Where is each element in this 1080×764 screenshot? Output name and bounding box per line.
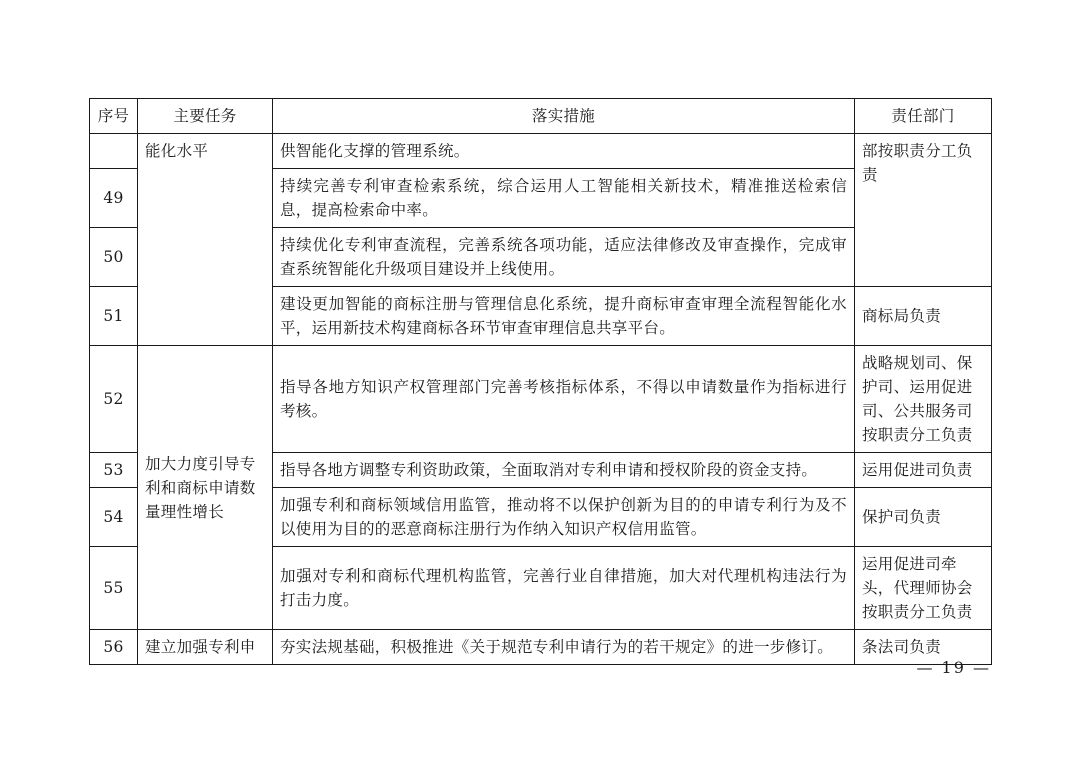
row-sequence: 49 bbox=[90, 169, 138, 228]
row-sequence: 55 bbox=[90, 547, 138, 630]
row-sequence: 54 bbox=[90, 488, 138, 547]
implementation-measures-table bbox=[89, 98, 992, 665]
row-measure: 建设更加智能的商标注册与管理信息化系统，提升商标审查审理全流程智能化水平，运用新技术构建商标各环节审查审理信息共享平台。 bbox=[273, 287, 855, 346]
row-task: 能化水平 bbox=[138, 134, 273, 346]
row-sequence: 52 bbox=[90, 346, 138, 453]
row-sequence: 56 bbox=[90, 630, 138, 665]
row-department: 保护司负责 bbox=[855, 488, 992, 547]
table-header-row bbox=[90, 99, 992, 134]
row-department: 商标局负责 bbox=[855, 287, 992, 346]
row-measure: 持续优化专利审查流程，完善系统各项功能，适应法律修改及审查操作，完成审查系统智能化升级项目建设并上线使用。 bbox=[273, 228, 855, 287]
table-row bbox=[90, 134, 992, 169]
row-department: 运用促进司负责 bbox=[855, 453, 992, 488]
row-measure: 持续完善专利审查检索系统，综合运用人工智能相关新技术，精准推送检索信息，提高检索命中率。 bbox=[273, 169, 855, 228]
column-header-sequence: 序号 bbox=[90, 99, 138, 134]
table-header bbox=[90, 99, 992, 134]
row-sequence bbox=[90, 134, 138, 169]
column-header-department: 责任部门 bbox=[855, 99, 992, 134]
row-department: 条法司负责 bbox=[855, 630, 992, 665]
row-sequence: 53 bbox=[90, 453, 138, 488]
table-row bbox=[90, 346, 992, 453]
row-measure: 夯实法规基础，积极推进《关于规范专利申请行为的若干规定》的进一步修订。 bbox=[273, 630, 855, 665]
row-sequence: 51 bbox=[90, 287, 138, 346]
column-header-task: 主要任务 bbox=[138, 99, 273, 134]
row-measure: 加强专利和商标领域信用监管，推动将不以保护创新为目的的申请专利行为及不以使用为目的的恶意商标注册行为作纳入知识产权信用监管。 bbox=[273, 488, 855, 547]
table-body bbox=[90, 134, 992, 665]
row-sequence: 50 bbox=[90, 228, 138, 287]
row-department: 部按职责分工负责 bbox=[855, 134, 992, 287]
row-measure: 加强对专利和商标代理机构监管，完善行业自律措施，加大对代理机构违法行为打击力度。 bbox=[273, 547, 855, 630]
row-department: 运用促进司牵头，代理师协会按职责分工负责 bbox=[855, 547, 992, 630]
row-task: 建立加强专利申 bbox=[138, 630, 273, 665]
page-number: — 19 — bbox=[916, 658, 991, 677]
row-task: 加大力度引导专利和商标申请数量理性增长 bbox=[138, 346, 273, 630]
row-department: 战略规划司、保护司、运用促进司、公共服务司按职责分工负责 bbox=[855, 346, 992, 453]
row-measure: 供智能化支撑的管理系统。 bbox=[273, 134, 855, 169]
column-header-measure: 落实措施 bbox=[273, 99, 855, 134]
row-measure: 指导各地方调整专利资助政策，全面取消对专利申请和授权阶段的资金支持。 bbox=[273, 453, 855, 488]
row-measure: 指导各地方知识产权管理部门完善考核指标体系，不得以申请数量作为指标进行考核。 bbox=[273, 346, 855, 453]
